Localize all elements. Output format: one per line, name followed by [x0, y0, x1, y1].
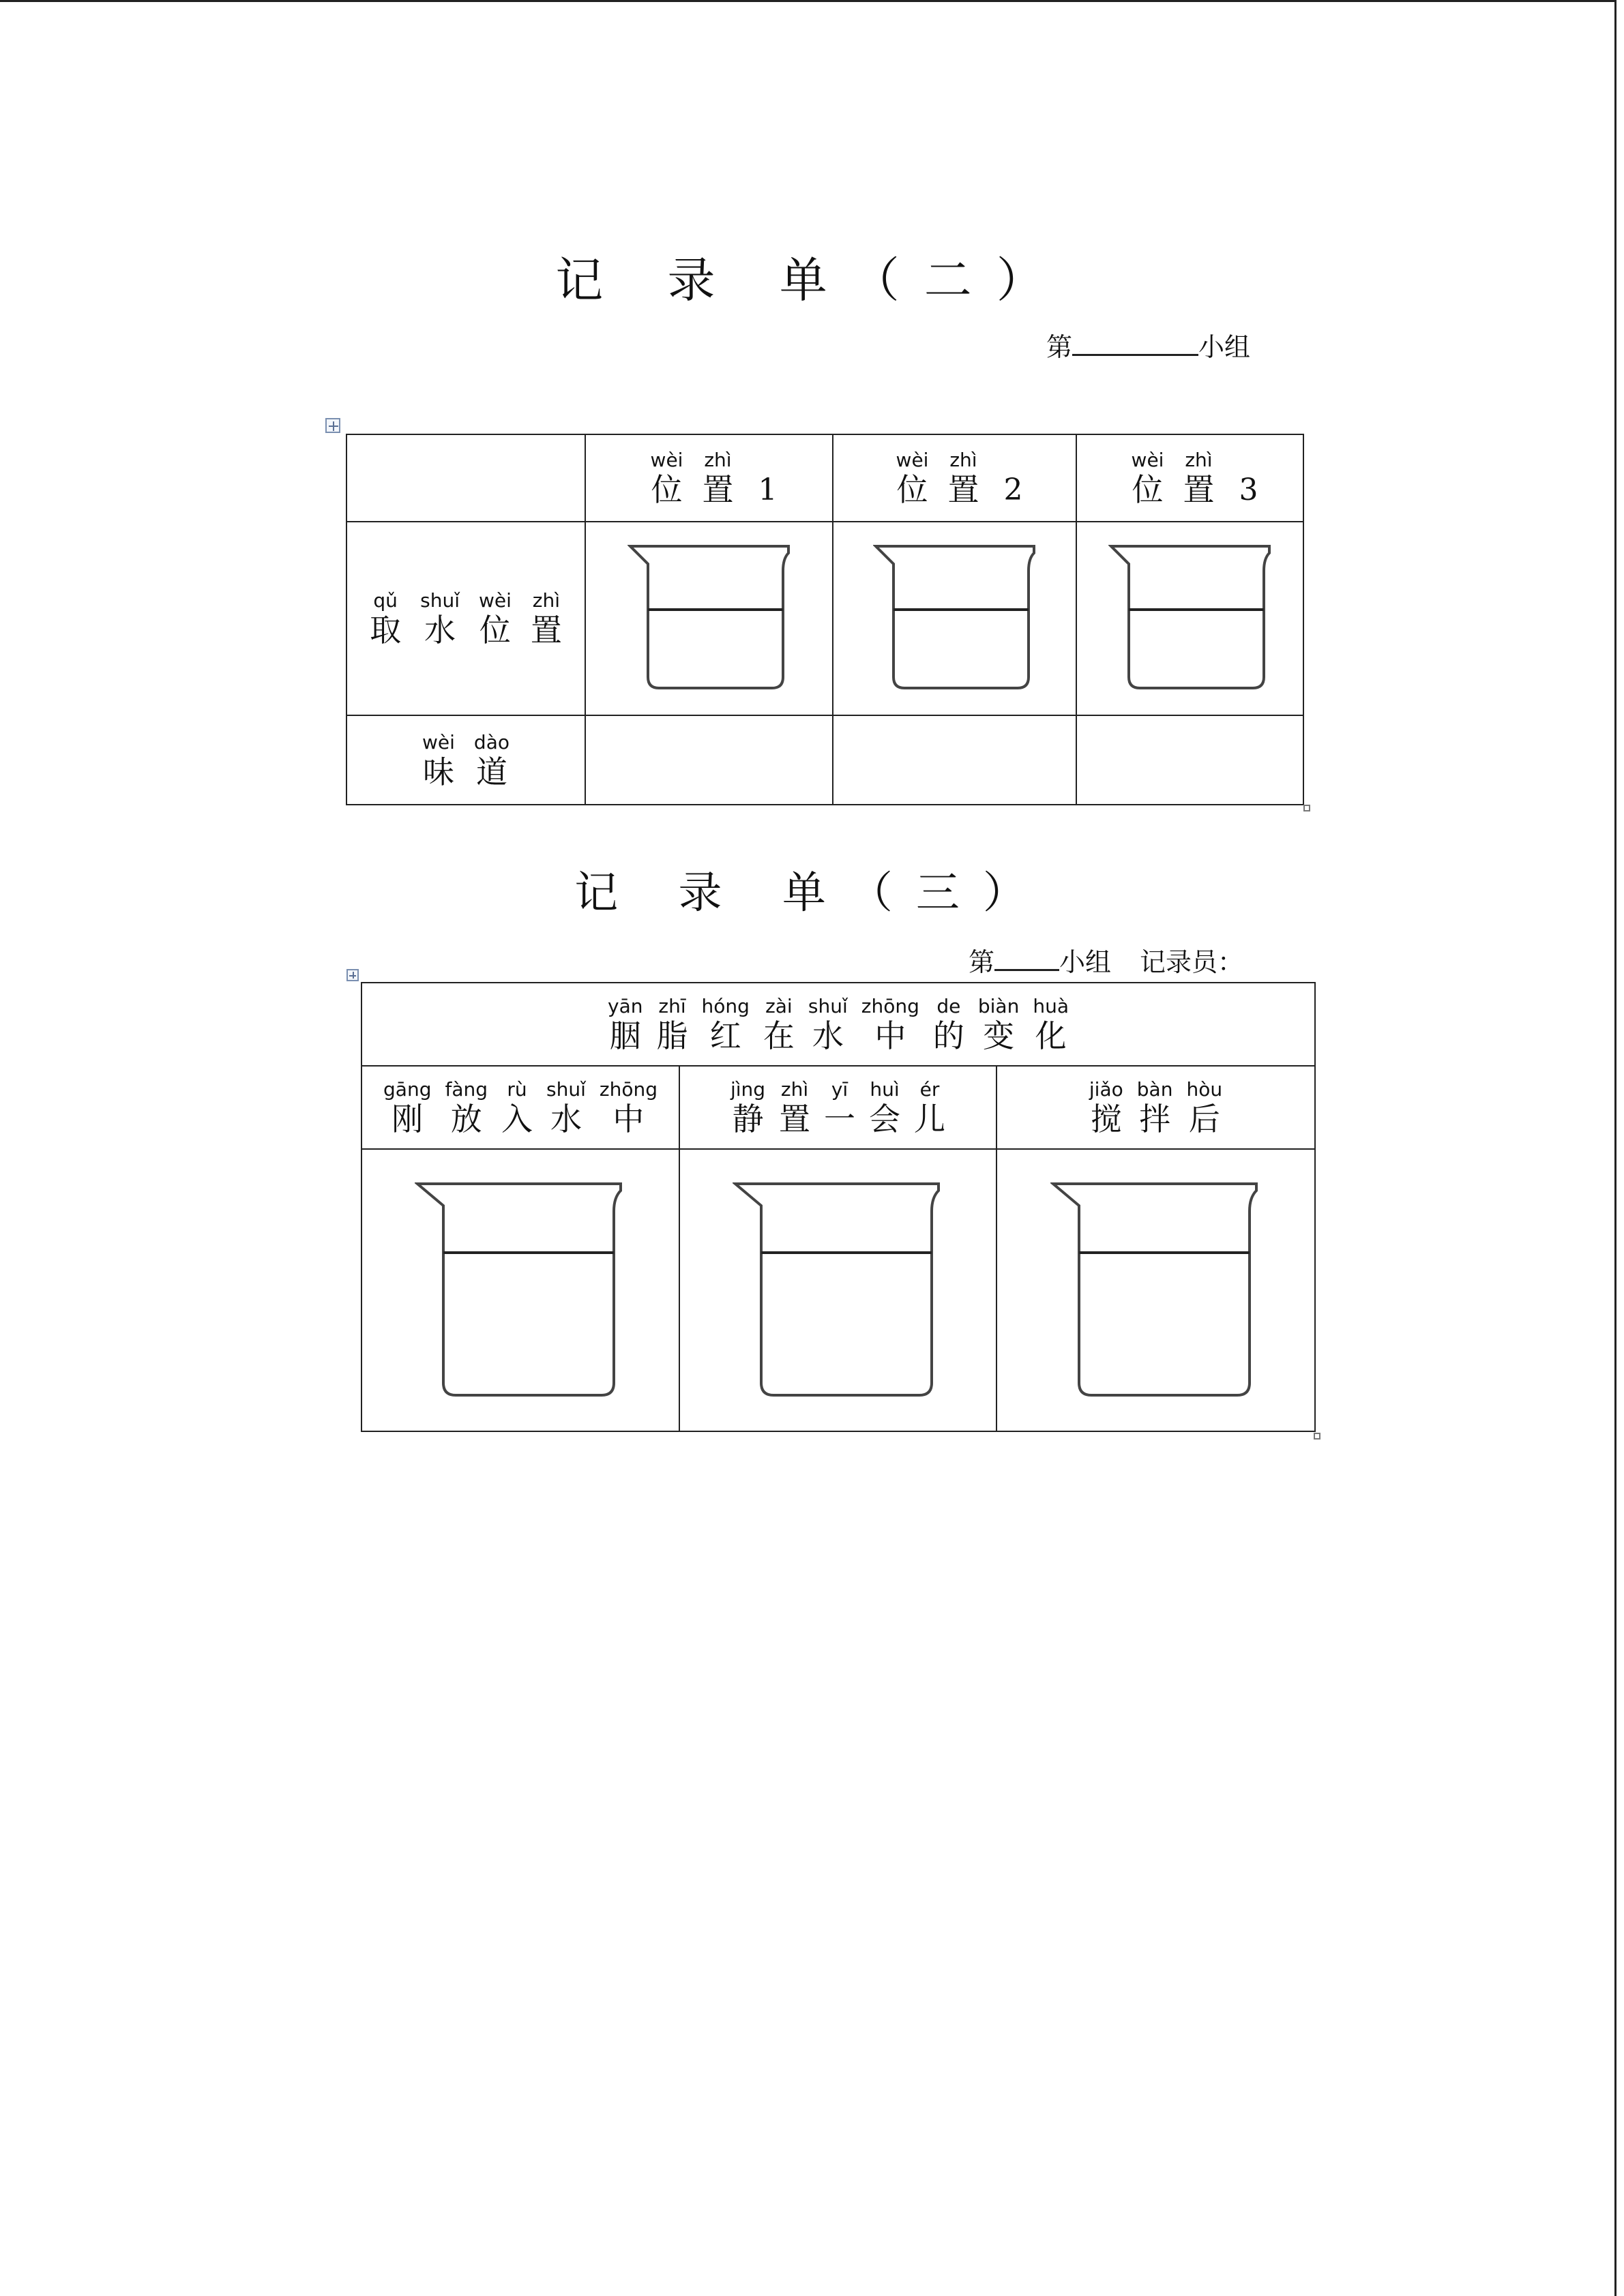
hanzi-text: 中: [612, 1101, 645, 1137]
hanzi-text: 取: [370, 612, 402, 648]
stage-row: [361, 1066, 1315, 1149]
pinyin-text: zài: [765, 995, 793, 1017]
group-number-blank[interactable]: [994, 946, 1059, 971]
pinyin-text: huà: [1033, 995, 1069, 1017]
pinyin-text: jìng: [730, 1078, 766, 1101]
ruby-char: [531, 591, 562, 646]
ruby-label: [1082, 1080, 1229, 1135]
ruby-char: [914, 1080, 945, 1135]
ruby-char: [422, 730, 455, 790]
hanzi-text: 置: [702, 471, 734, 508]
ruby-char: [608, 997, 643, 1052]
hanzi-text: 化: [1035, 1017, 1067, 1054]
ruby-char: [763, 997, 795, 1052]
hanzi-text: 位: [1132, 471, 1164, 508]
beaker-icon: [733, 1181, 944, 1399]
taste-cell-1[interactable]: [585, 715, 833, 805]
ruby-label: [377, 1080, 664, 1135]
group-prefix: 第: [968, 947, 994, 977]
sampling-label-cell: [346, 522, 585, 715]
sheet3-title: 记 录 单（三）: [574, 868, 1050, 919]
ruby-char: [1089, 1080, 1123, 1135]
pinyin-text: hóng: [701, 995, 750, 1017]
hanzi-text: 置: [779, 1101, 811, 1137]
beaker-icon: [873, 543, 1037, 694]
beaker-icon: [1108, 543, 1272, 694]
ruby-char: [947, 449, 979, 508]
ruby-char: [779, 1080, 810, 1135]
pinyin-text: qǔ: [373, 589, 398, 612]
pinyin-text: wèi: [1131, 449, 1164, 471]
ruby-char: [383, 1080, 431, 1135]
beaker-cell-stage-2[interactable]: [679, 1149, 996, 1431]
hanzi-text: 刚: [392, 1101, 424, 1137]
ruby-char: [702, 997, 750, 1052]
group-prefix: 第: [1046, 332, 1072, 362]
pinyin-text: jiǎo: [1089, 1078, 1123, 1101]
pinyin-text: yī: [831, 1078, 848, 1101]
hanzi-text: 静: [732, 1101, 764, 1137]
hanzi-text: 水: [550, 1101, 582, 1137]
header-row: [346, 434, 1303, 522]
pinyin-text: gāng: [383, 1078, 432, 1101]
ruby-label: [887, 449, 1023, 508]
sheet2-table: [346, 434, 1304, 805]
pinyin-text: rù: [507, 1078, 527, 1101]
pinyin-text: fàng: [445, 1078, 488, 1101]
beaker-row: [361, 1149, 1315, 1431]
ruby-char: [657, 997, 688, 1052]
ruby-char: [546, 1080, 586, 1135]
pinyin-text: hòu: [1186, 1078, 1223, 1101]
ruby-char: [1137, 1080, 1173, 1135]
ruby-label: [641, 449, 778, 508]
ruby-char: [445, 1080, 488, 1135]
pinyin-text: zhì: [1185, 449, 1213, 471]
hanzi-text: 一: [824, 1101, 856, 1137]
pinyin-text: huì: [870, 1078, 900, 1101]
ruby-char: [1186, 1080, 1222, 1135]
pinyin-text: zhì: [949, 449, 977, 471]
pinyin-text: yān: [608, 995, 643, 1017]
pinyin-text: ér: [919, 1078, 940, 1101]
hanzi-text: 位: [651, 471, 683, 508]
ruby-char: [730, 1080, 765, 1135]
sheet3-group-line: [969, 941, 1243, 979]
beaker-cell-1[interactable]: [585, 522, 833, 715]
ruby-label: [360, 591, 572, 646]
header-position-1: [585, 434, 833, 522]
sampling-row: [346, 522, 1303, 715]
beaker-cell-stage-3[interactable]: [996, 1149, 1315, 1431]
hanzi-text: 中: [874, 1017, 906, 1054]
hanzi-text: 拌: [1139, 1101, 1171, 1137]
hanzi-text: 儿: [914, 1101, 946, 1137]
pinyin-text: de: [936, 995, 961, 1017]
header-position-3: [1076, 434, 1303, 522]
beaker-cell-2[interactable]: [833, 522, 1076, 715]
group-suffix: 小组: [1059, 947, 1111, 977]
pinyin-text: zhōng: [861, 995, 919, 1017]
pinyin-text: shuǐ: [420, 589, 460, 612]
position-number: 2: [1003, 473, 1023, 507]
table-resize-handle[interactable]: [1314, 1433, 1320, 1440]
beaker-cell-stage-1[interactable]: [361, 1149, 679, 1431]
stage-after-standing: [679, 1066, 996, 1149]
ruby-char: [600, 1080, 658, 1135]
hanzi-text: 入: [501, 1101, 533, 1137]
hanzi-text: 道: [475, 753, 507, 790]
corner-cell: [346, 434, 585, 522]
table-move-handle-icon[interactable]: [325, 418, 340, 433]
pinyin-text: zhōng: [599, 1078, 658, 1101]
hanzi-text: 置: [947, 471, 979, 508]
beaker-icon: [1050, 1181, 1262, 1399]
pinyin-text: shuǐ: [808, 995, 848, 1017]
ruby-char: [370, 591, 401, 646]
ruby-char: [1183, 449, 1215, 508]
ruby-label: [601, 997, 1076, 1052]
hanzi-text: 位: [479, 612, 511, 648]
taste-label-cell: [346, 715, 585, 805]
taste-cell-3[interactable]: [1076, 715, 1303, 805]
hanzi-text: 脂: [656, 1017, 688, 1054]
stage-just-added: [361, 1066, 679, 1149]
hanzi-text: 水: [812, 1017, 844, 1054]
table-resize-handle[interactable]: [1303, 805, 1310, 811]
ruby-label: [1122, 449, 1258, 508]
position-number: 3: [1239, 473, 1258, 507]
ruby-char: [702, 449, 734, 508]
hanzi-text: 红: [709, 1017, 741, 1054]
ruby-char: [501, 1080, 533, 1135]
sheet2-group-line: [1046, 326, 1250, 363]
taste-cell-2[interactable]: [833, 715, 1076, 805]
ruby-char: [861, 997, 919, 1052]
beaker-icon: [628, 543, 791, 694]
ruby-label: [413, 730, 519, 790]
ruby-char: [978, 997, 1019, 1052]
hanzi-text: 位: [896, 471, 928, 508]
hanzi-text: 的: [932, 1017, 964, 1054]
pinyin-text: dào: [473, 730, 510, 754]
position-number: 1: [758, 473, 778, 507]
pinyin-text: wèi: [896, 449, 929, 471]
beaker-cell-3[interactable]: [1076, 522, 1303, 715]
hanzi-text: 变: [983, 1017, 1015, 1054]
pinyin-text: shuǐ: [546, 1078, 586, 1101]
hanzi-text: 胭: [609, 1017, 641, 1054]
ruby-char: [1033, 997, 1069, 1052]
ruby-char: [420, 591, 460, 646]
caption-row: [361, 983, 1315, 1066]
ruby-char: [869, 1080, 900, 1135]
sheet3-table: [361, 982, 1316, 1432]
recorder-label: 记录员：: [1139, 947, 1243, 977]
pinyin-text: zhì: [704, 449, 732, 471]
table-move-handle-icon[interactable]: [346, 969, 359, 981]
pinyin-text: bàn: [1136, 1078, 1173, 1101]
ruby-char: [896, 449, 929, 508]
ruby-char: [479, 591, 512, 646]
pinyin-text: wèi: [422, 730, 455, 754]
hanzi-text: 味: [422, 753, 454, 790]
ruby-char: [824, 1080, 855, 1135]
pinyin-text: wèi: [478, 589, 512, 612]
ruby-char: [1131, 449, 1164, 508]
hanzi-text: 置: [1183, 471, 1215, 508]
hanzi-text: 后: [1188, 1101, 1220, 1137]
ruby-char: [933, 997, 964, 1052]
hanzi-text: 置: [530, 612, 562, 648]
caption-cell: [361, 983, 1315, 1066]
ruby-label: [724, 1080, 952, 1135]
beaker-icon: [415, 1181, 626, 1399]
group-suffix: 小组: [1198, 332, 1250, 362]
pinyin-text: zhī: [658, 995, 686, 1017]
taste-row: [346, 715, 1303, 805]
hanzi-text: 放: [450, 1101, 482, 1137]
hanzi-text: 在: [763, 1017, 795, 1054]
pinyin-text: zhì: [780, 1078, 809, 1101]
pinyin-text: biàn: [977, 995, 1020, 1017]
ruby-char: [650, 449, 683, 508]
ruby-char: [808, 997, 848, 1052]
header-position-2: [833, 434, 1076, 522]
ruby-char: [473, 730, 510, 790]
hanzi-text: 会: [869, 1101, 901, 1137]
group-number-blank[interactable]: [1072, 331, 1198, 356]
hanzi-text: 水: [424, 612, 456, 648]
sheet2-title: 记 录 单（二）: [555, 252, 1069, 308]
pinyin-text: zhì: [532, 589, 560, 612]
stage-after-stirring: [996, 1066, 1315, 1149]
hanzi-text: 搅: [1090, 1101, 1122, 1137]
pinyin-text: wèi: [650, 449, 683, 471]
